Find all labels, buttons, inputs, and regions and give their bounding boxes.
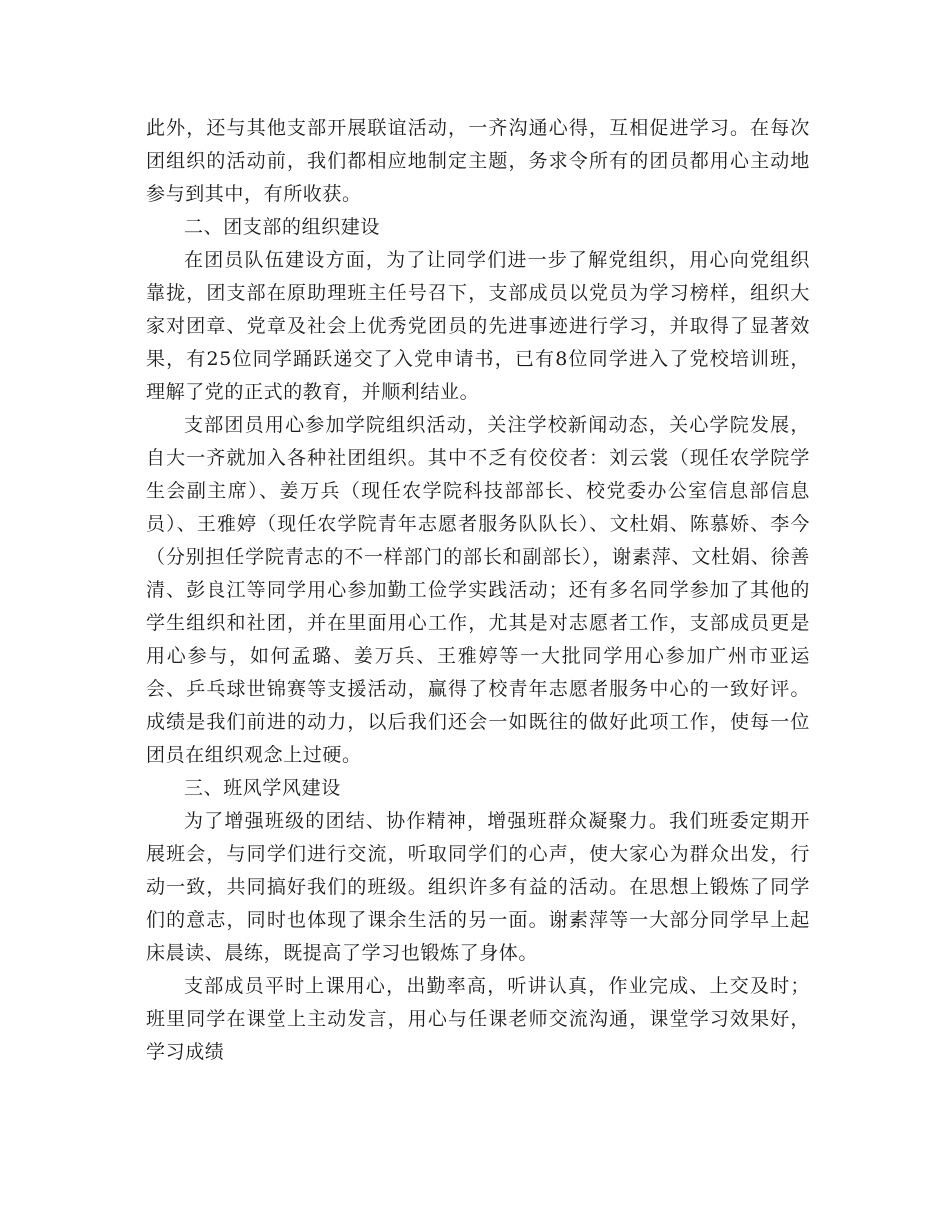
section-heading-organization: 二、团支部的组织建设 bbox=[184, 216, 381, 238]
document-body bbox=[146, 112, 810, 1069]
section-heading-class-style: 三、班风学风建设 bbox=[184, 777, 341, 799]
paragraph-study-habits: 支部成员平时上课用心，出勤率高，听讲认真，作业完成、上交及时；班里同学在课堂上主动发言，用心与任课老师交流沟通，课堂学习效果好，学习成绩 bbox=[146, 975, 810, 1063]
paragraph-continuation: 此外，还与其他支部开展联谊活动，一齐沟通心得，互相促进学习。在每次团组织的活动前，我们都相应地制定主题，务求令所有的团员都用心主动地参与到其中，有所收获。 bbox=[146, 117, 810, 205]
paragraph-member-activities: 支部团员用心参加学院组织活动，关注学校新闻动态，关心学院发展，自大一齐就加入各种社团组织。其中不乏有佼佼者：刘云裳（现任农学院学生会副主席）、姜万兵（现任农学院科技部部长、校党委办公室信息部信息员）、王雅婷（现任农学院青年志愿者服务队队长）、文杜娟、陈慕娇、李今（分别担任学院青志的不一样部门的部长和副部长），谢素萍、文杜娟、徐善清、彭良江等同学用心参加勤工俭学实践活动；还有多名同学参加了其他的学生组织和社团，并在里面用心工作，尤其是对志愿者工作，支部成员更是用心参与，如何孟璐、姜万兵、王雅婷等一大批同学用心参加广州市亚运会、乒乓球世锦赛等支援活动，赢得了校青年志愿者服务中心的一致好评。成绩是我们前进的动力，以后我们还会一如既往的做好此项工作，使每一位团员在组织观念上过硬。 bbox=[146, 414, 810, 766]
paragraph-team-building: 在团员队伍建设方面，为了让同学们进一步了解党组织，用心向党组织靠拢，团支部在原助理班主任号召下，支部成员以党员为学习榜样，组织大家对团章、党章及社会上优秀党团员的先进事迹进行学习，并取得了显著效果，有25位同学踊跃递交了入党申请书，已有8位同学进入了党校培训班，理解了党的正式的教育，并顺利结业。 bbox=[146, 249, 810, 403]
paragraph-class-unity: 为了增强班级的团结、协作精神，增强班群众凝聚力。我们班委定期开展班会，与同学们进行交流，听取同学们的心声，使大家心为群众出发，行动一致，共同搞好我们的班级。组织许多有益的活动。在思想上锻炼了同学们的意志，同时也体现了课余生活的另一面。谢素萍等一大部分同学早上起床晨读、晨练，既提高了学习也锻炼了身体。 bbox=[146, 810, 810, 964]
